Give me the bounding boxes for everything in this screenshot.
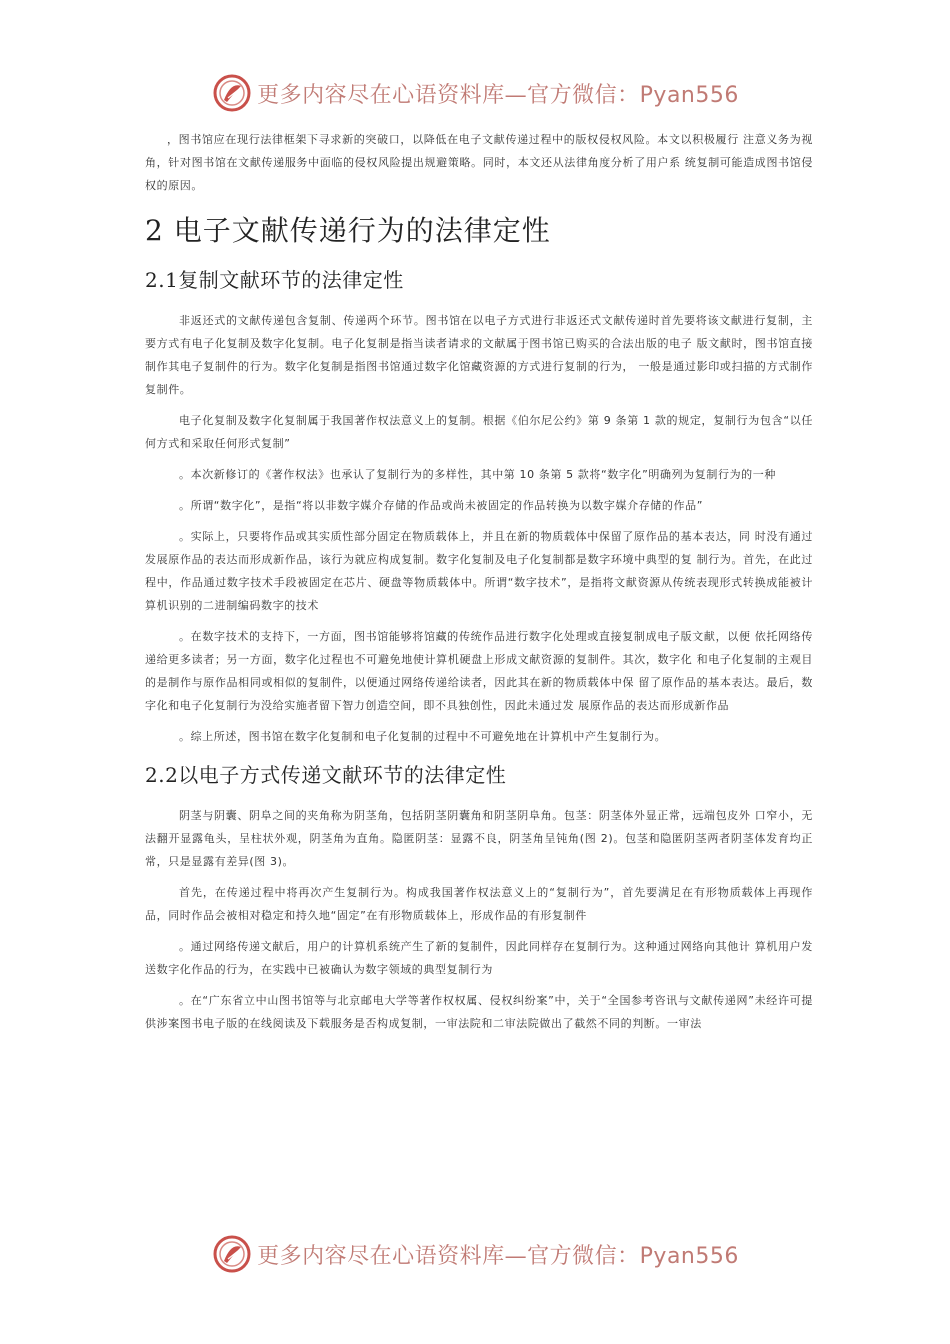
- logo-icon: [211, 72, 253, 114]
- paragraph: 。通过网络传递文献后，用户的计算机系统产生了新的复制件，因此同样存在复制行为。这种通过网络向其他计 算机用户发送数字化作品的行为，在实践中已被确认为数字领域的典型复制行为: [145, 940, 813, 976]
- paragraph: 。综上所述，图书馆在数字化复制和电子化复制的过程中不可避免地在计算机中产生复制行为。: [179, 730, 667, 743]
- footer-banner: [0, 1231, 950, 1277]
- banner-text: 更多内容尽在心语资料库—官方微信：Pyan556: [257, 82, 739, 108]
- section-title: 2 电子文献传递行为的法律定性: [145, 214, 551, 247]
- paragraph: 。在“广东省立中山图书馆等与北京邮电大学等著作权权属、侵权纠纷案”中，关于“全国参考咨讯与文献传递网”未经许可提供涉案图书电子版的在线阅读及下载服务是否构成复制，一审法院和二审法院做出了截然不同的判断。一审法: [145, 994, 813, 1030]
- paragraph: 。所谓“数字化”，是指“将以非数字媒介存储的作品或尚未被固定的作品转换为以数字媒介存储的作品”: [179, 499, 703, 512]
- paragraph: 。本次新修订的《著作权法》也承认了复制行为的多样性，其中第 10 条第 5 款将“数字化”明确列为复制行为的一种: [179, 468, 776, 481]
- header-banner: [0, 70, 950, 116]
- banner-text: 更多内容尽在心语资料库—官方微信：Pyan556: [257, 1243, 739, 1269]
- paragraph: 非返还式的文献传递包含复制、传递两个环节。图书馆在以电子方式进行非返还式文献传递时首先要将该文献进行复制，主要方式有电子化复制及数字化复制。电子化复制是指当读者请求的文献属于图书馆已购买的合法出版的电子 版文献时，图书馆直接制作其电子复制件的行为。数字化复制是指图书馆通过数字化馆藏资源的方式进行复制的行为， 一般是通过影印或扫描的方式制作复制件。: [145, 314, 813, 396]
- document-body: [145, 128, 813, 1043]
- logo-icon: [211, 1233, 253, 1275]
- subsection-title-2-2: 2.2以电子方式传递文献环节的法律定性: [145, 763, 507, 787]
- paragraph: 电子化复制及数字化复制属于我国著作权法意义上的复制。根据《伯尔尼公约》第 9 条第 1 款的规定，复制行为包含“以任何方式和采取任何形式复制”: [145, 414, 813, 450]
- paragraph: 阴茎与阴囊、阴阜之间的夹角称为阴茎角，包括阴茎阴囊角和阴茎阴阜角。包茎：阴茎体外显正常，远端包皮外 口窄小，无法翻开显露龟头，呈柱状外观，阴茎角为直角。隐匿阴茎：显露不良，阴茎角呈钝角(图 2)。包茎和隐匿阴茎两者阴茎体发育均正常，只是显露有差异(图 3)。: [145, 809, 813, 868]
- subsection-title-2-1: 2.1复制文献环节的法律定性: [145, 268, 404, 292]
- paragraph: 。实际上，只要将作品或其实质性部分固定在物质载体上，并且在新的物质载体中保留了原作品的基本表达，同 时没有通过发展原作品的表达而形成新作品，该行为就应构成复制。数字化复制及电子化复制都是数字环境中典型的复 制行为。首先，在此过程中，作品通过数字技术手段被固定在芯片、硬盘等物质载体中。所谓“数字技术”，是指将文献资源从传统表现形式转换成能被计算机识别的二进制编码数字的技术: [145, 530, 813, 612]
- intro-paragraph: ，图书馆应在现行法律框架下寻求新的突破口，以降低在电子文献传递过程中的版权侵权风险。本文以积极履行 注意义务为视角，针对图书馆在文献传递服务中面临的侵权风险提出规避策略。同时，本文还从法律角度分析了用户系 统复制可能造成图书馆侵权的原因。: [145, 133, 813, 192]
- paragraph: 首先，在传递过程中将再次产生复制行为。构成我国著作权法意义上的“复制行为”，首先要满足在有形物质载体上再现作品，同时作品会被相对稳定和持久地“固定”在有形物质载体上，形成作品的有形复制件: [145, 886, 813, 922]
- paragraph: 。在数字技术的支持下，一方面，图书馆能够将馆藏的传统作品进行数字化处理或直接复制成电子版文献，以便 依托网络传递给更多读者；另一方面，数字化过程也不可避免地使计算机硬盘上形成文献资源的复制件。其次，数字化 和电子化复制的主观目的是制作与原作品相同或相似的复制件，以便通过网络传递给读者，因此其在新的物质载体中保 留了原作品的基本表达。最后，数字化和电子化复制行为没给实施者留下智力创造空间，即不具独创性，因此未通过发 展原作品的表达而形成新作品: [145, 630, 813, 712]
